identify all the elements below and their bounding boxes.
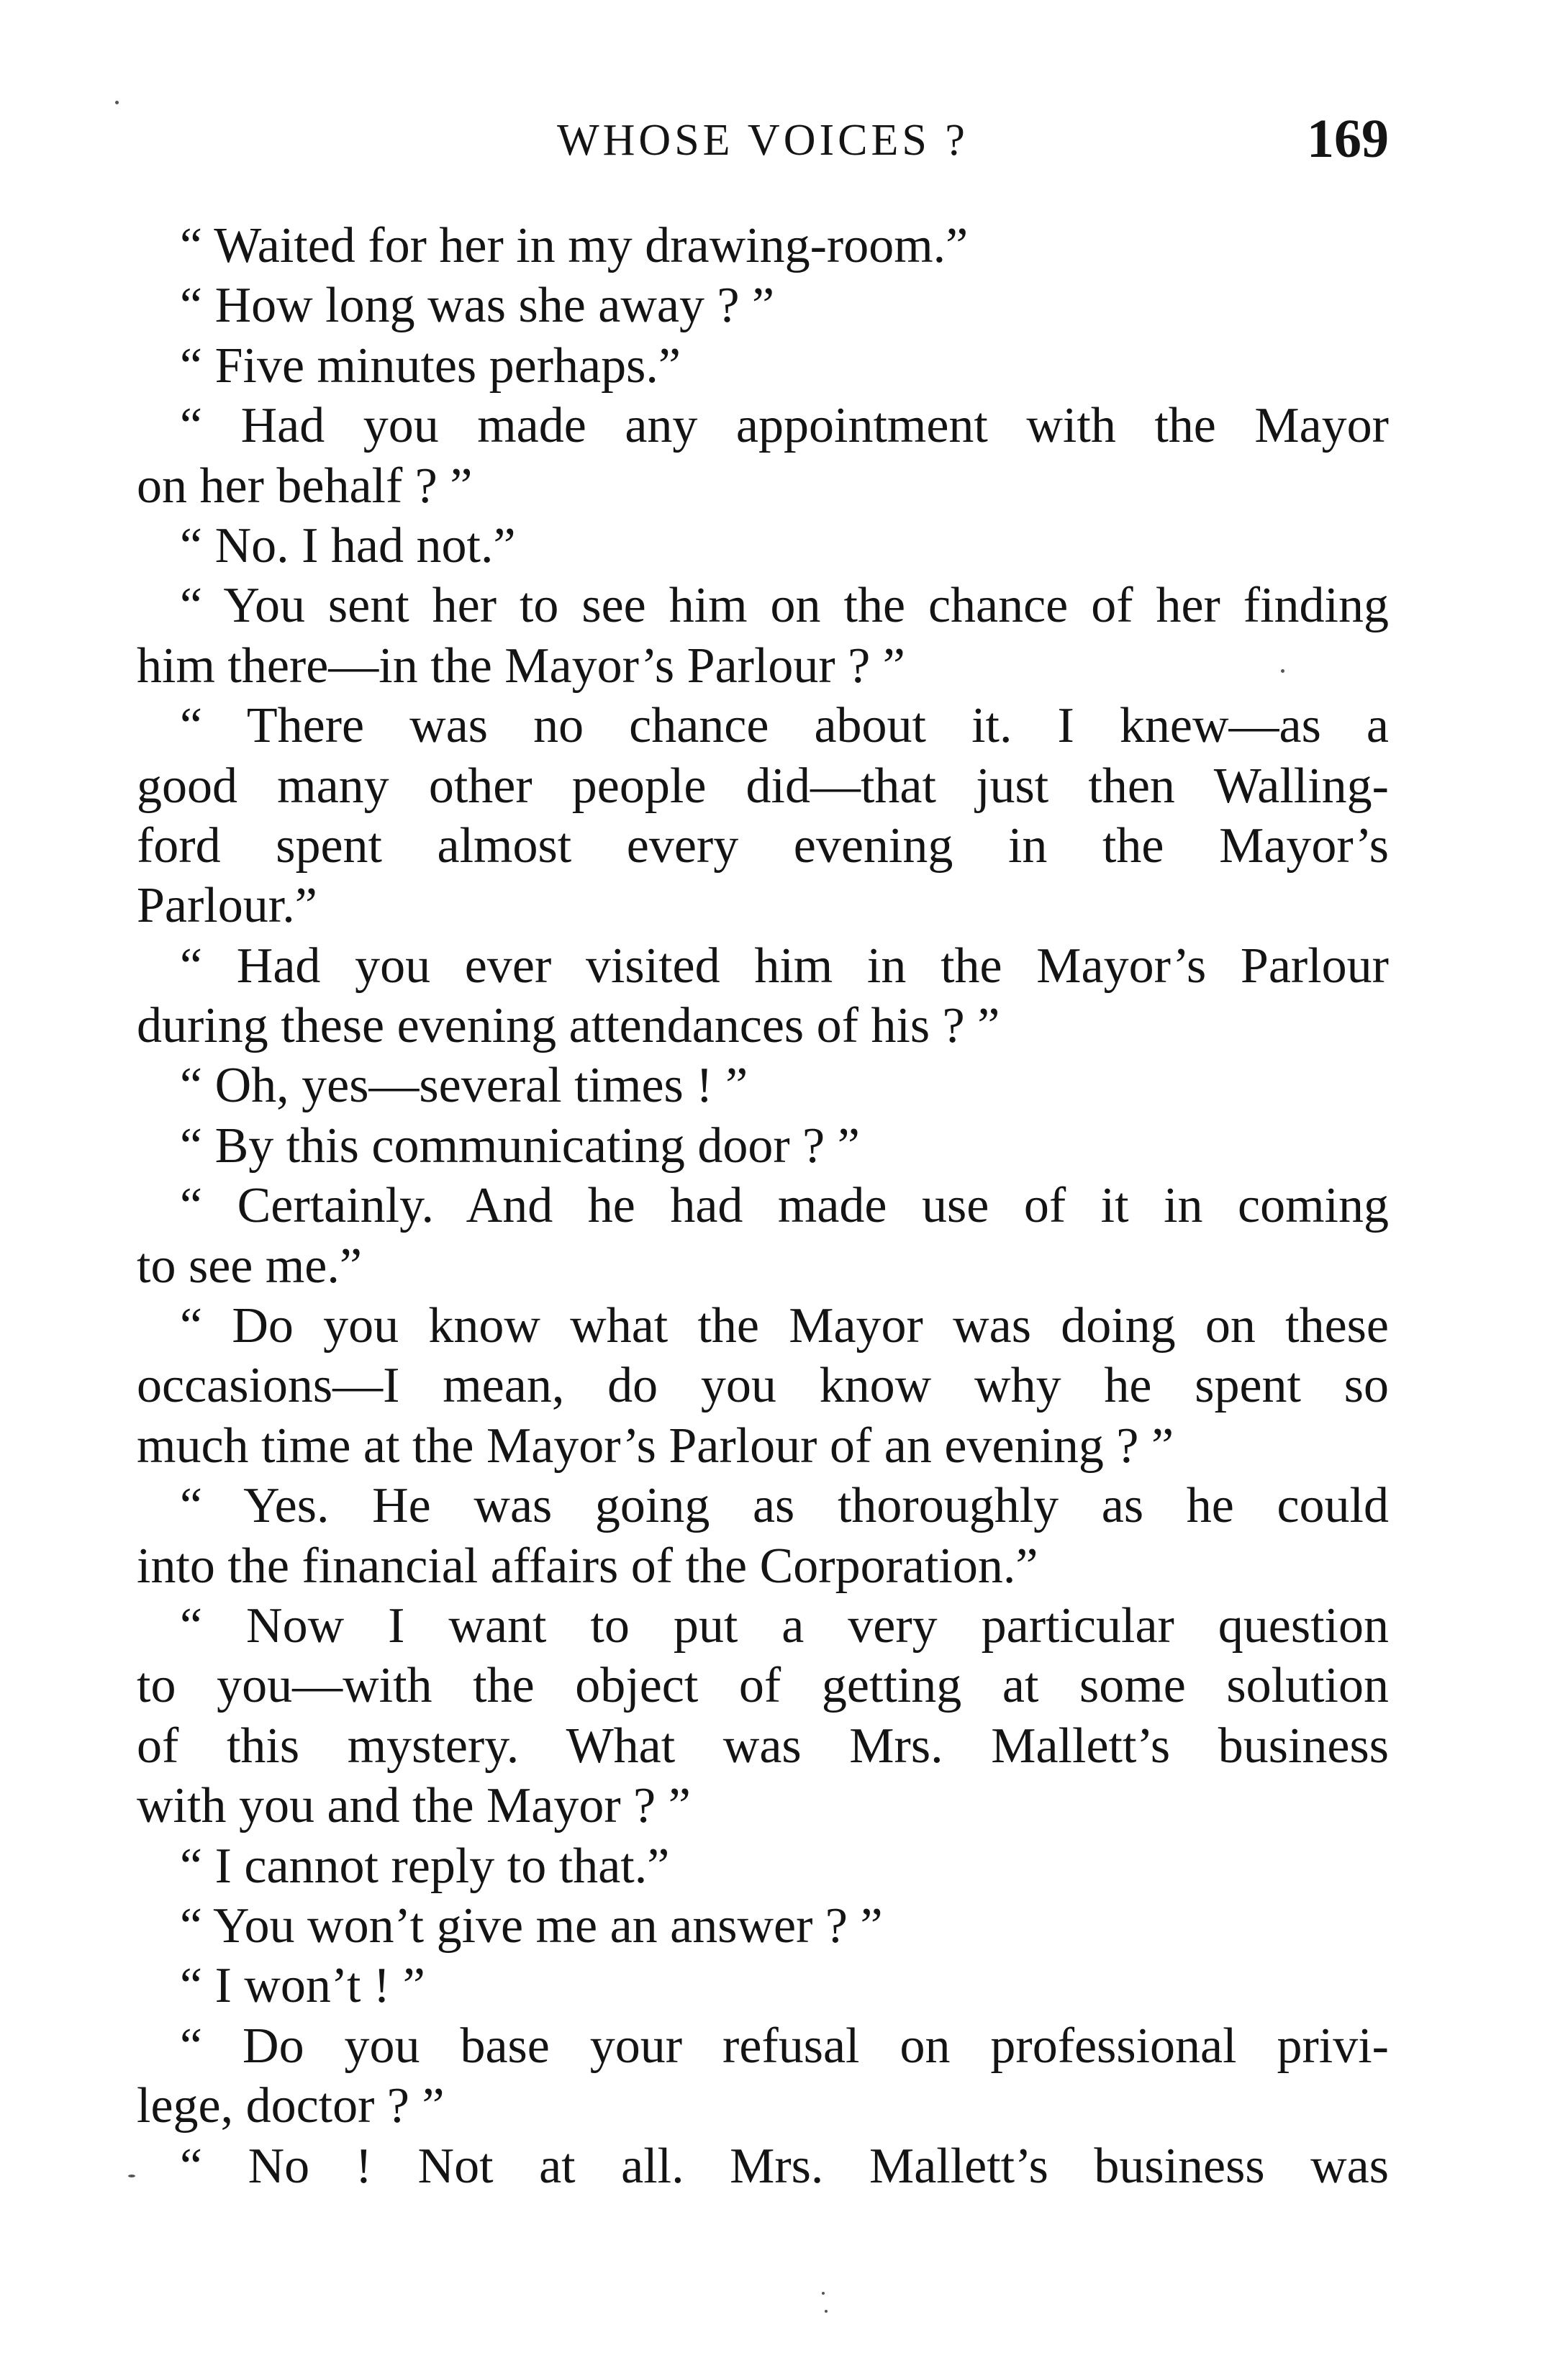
- text-line: “ Now I want to put a very particular question: [180, 1597, 1389, 1654]
- text-line: “ Yes. He was going as thoroughly as he could: [180, 1478, 1389, 1534]
- text-line: “ Had you ever visited him in the Mayor’s Parlour: [180, 938, 1389, 994]
- running-head: [137, 108, 1389, 173]
- text-line: him there—in the Mayor’s Parlour ? ”: [137, 638, 905, 694]
- text-line: occasions—I mean, do you know why he spent so: [137, 1358, 1389, 1414]
- text-line: Parlour.”: [137, 878, 317, 934]
- scan-speck: [115, 101, 119, 104]
- text-line: “ Do you base your refusal on professional privi-: [180, 2018, 1389, 2074]
- scan-speck: [822, 2292, 825, 2295]
- text-line: to you—with the object of getting at some solution: [137, 1658, 1389, 1714]
- text-line: on her behalf ? ”: [137, 458, 473, 514]
- scan-speck: [128, 2175, 135, 2177]
- text-line: with you and the Mayor ? ”: [137, 1778, 691, 1834]
- text-line: to see me.”: [137, 1238, 362, 1294]
- text-line: into the financial affairs of the Corporation.”: [137, 1538, 1038, 1594]
- body-text: [137, 216, 1389, 2196]
- text-line: “ By this communicating door ? ”: [180, 1117, 860, 1174]
- text-line: “ There was no chance about it. I knew—as a: [180, 698, 1389, 754]
- text-line: “ Had you made any appointment with the Mayor: [180, 398, 1389, 454]
- page-number: 169: [1307, 109, 1389, 169]
- text-line: “ Waited for her in my drawing-room.”: [180, 218, 969, 273]
- text-line: during these evening attendances of his ? ”: [137, 998, 1000, 1054]
- text-line: “ No. I had not.”: [180, 517, 516, 573]
- scan-speck: [825, 2310, 828, 2313]
- text-line: “ Five minutes perhaps.”: [180, 337, 681, 394]
- text-line: “ Certainly. And he had made use of it in coming: [180, 1178, 1389, 1234]
- text-line: “ How long was she away ? ”: [180, 278, 775, 334]
- text-line: “ You sent her to see him on the chance of her finding: [180, 578, 1389, 634]
- text-line: of this mystery. What was Mrs. Mallett’s business: [137, 1718, 1389, 1774]
- running-title: WHOSE VOICES ?: [557, 116, 969, 165]
- scan-speck: [1281, 669, 1284, 673]
- text-line: “ Do you know what the Mayor was doing on these: [180, 1298, 1389, 1354]
- text-line: much time at the Mayor’s Parlour of an evening ? ”: [137, 1418, 1174, 1474]
- text-line: “ No ! Not at all. Mrs. Mallett’s business was: [180, 2138, 1389, 2194]
- text-line: “ I cannot reply to that.”: [180, 1838, 670, 1894]
- text-line: “ You won’t give me an answer ? ”: [180, 1898, 883, 1954]
- text-line: good many other people did—that just then Walling-: [137, 758, 1389, 814]
- text-line: ford spent almost every evening in the Mayor’s: [137, 817, 1389, 874]
- text-line: “ I won’t ! ”: [180, 1958, 425, 2014]
- text-line: lege, doctor ? ”: [137, 2078, 445, 2134]
- text-line: “ Oh, yes—several times ! ”: [180, 1058, 748, 1114]
